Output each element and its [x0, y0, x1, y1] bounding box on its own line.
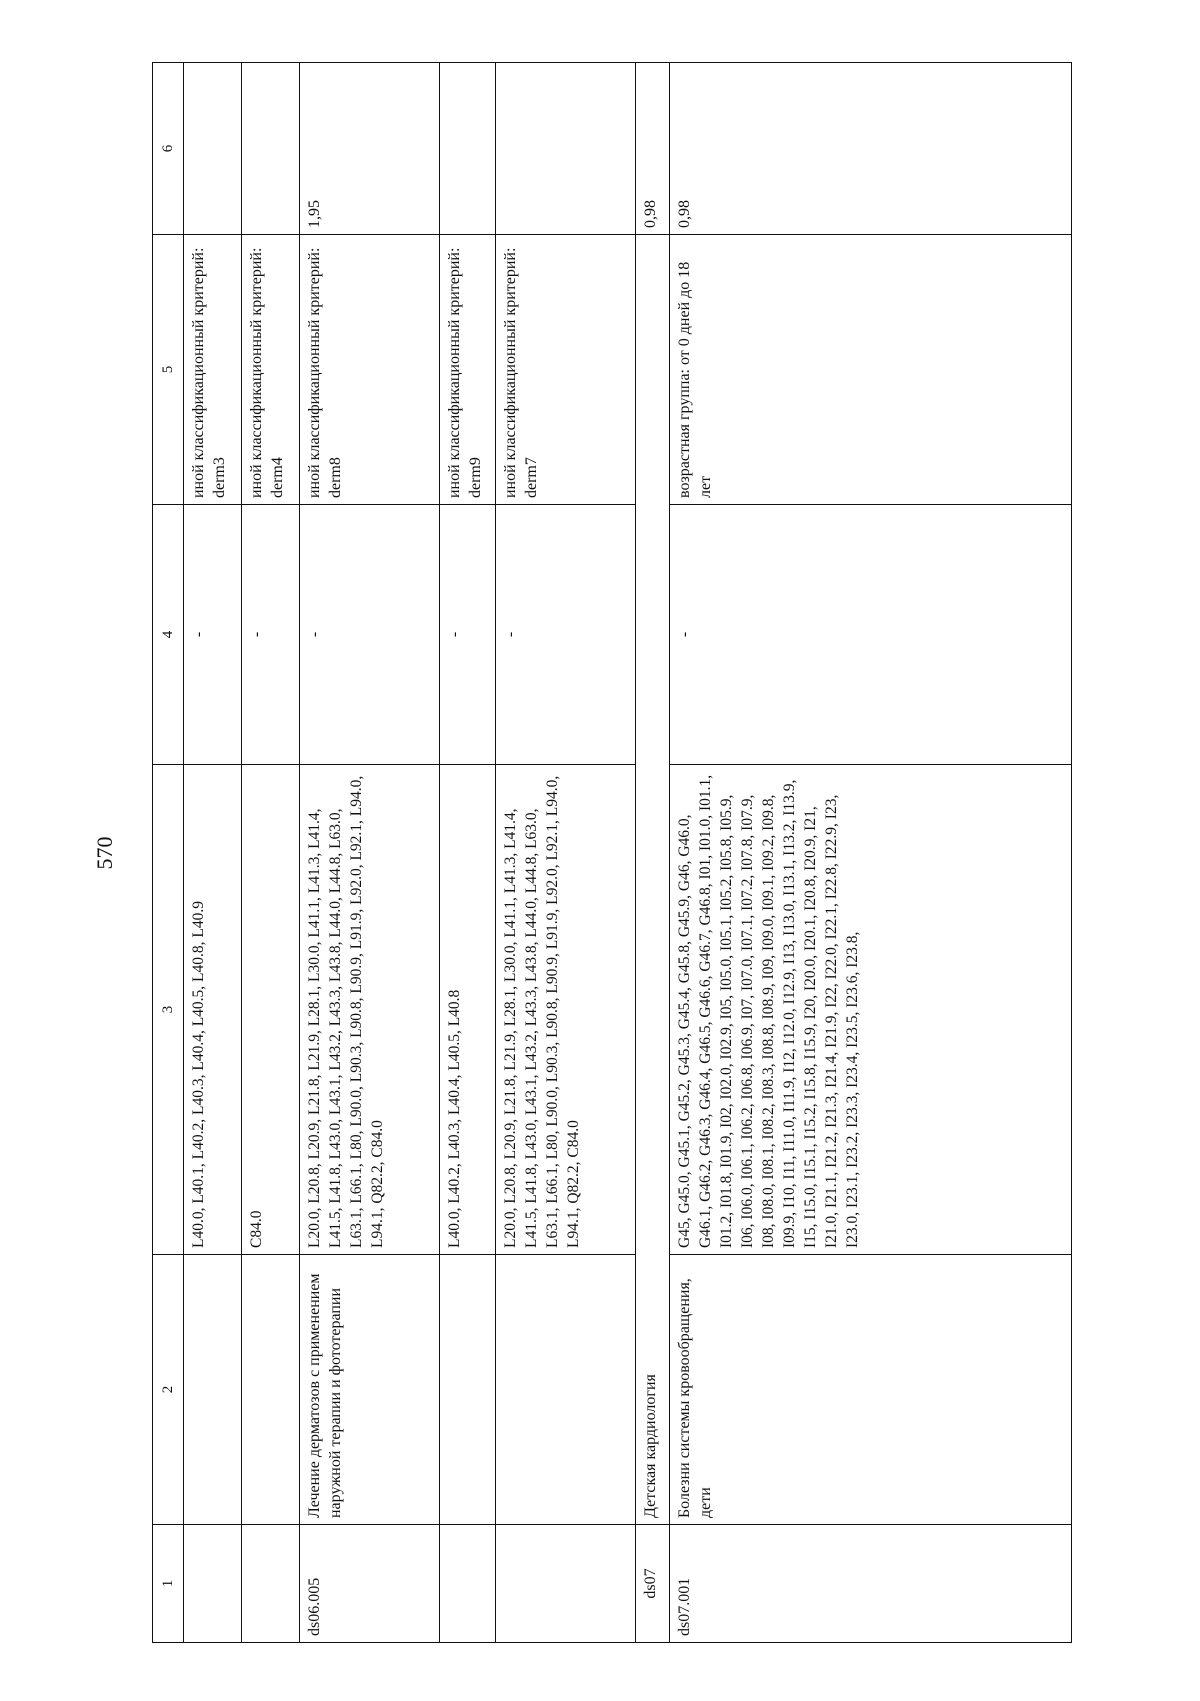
table-row	[670, 63, 1072, 1643]
cell-criterion: иной классификационный критерий: derm7	[496, 235, 636, 505]
cell-name: Болезни системы кровообращения, дети	[670, 1255, 1072, 1525]
cell-name	[496, 1255, 636, 1525]
cell-diagnosis-codes: C84.0	[242, 765, 300, 1255]
cell-col4: -	[670, 505, 1072, 765]
cell-diagnosis-codes: L40.0, L40.1, L40.2, L40.3, L40.4, L40.5, L40.8, L40.9	[184, 765, 242, 1255]
cell-coefficient: 0,98	[636, 63, 670, 235]
cell-section-name: Детская кардиология	[636, 235, 670, 1525]
cell-code	[440, 1525, 496, 1643]
header-col-1: 1	[153, 1525, 184, 1643]
cell-name	[242, 1255, 300, 1525]
cell-coefficient: 0,98	[670, 63, 1072, 235]
cell-name	[184, 1255, 242, 1525]
header-col-6: 6	[153, 63, 184, 235]
cell-name: Лечение дерматозов с применением наружной терапии и фототерапии	[300, 1255, 440, 1525]
rotated-table-wrapper	[152, 63, 1072, 1643]
cell-coefficient	[242, 63, 300, 235]
table-row	[440, 63, 496, 1643]
cell-code	[496, 1525, 636, 1643]
cell-coefficient	[440, 63, 496, 235]
cell-diagnosis-codes: G45, G45.0, G45.1, G45.2, G45.3, G45.4, G45.8, G45.9, G46, G46.0, G46.1, G46.2, G46.3, G46.4, G46.5, G46.6, G46.7, G46.8, I01, I01.0, I01.1, I01.2, I01.8, I01.9, I02, I02.0, I02.9, I05, I05.0, I05.1, I05.2, I05.8, I05.9, I06, I06.0, I06.1, I06.2, I06.8, I06.9, I07, I07.0, I07.1, I07.2, I07.8, I07.9, I08, I08.0, I08.1, I08.2, I08.3, I08.8, I08.9, I09, I09.0, I09.1, I09.2, I09.8, I09.9, I10, I11, I11.0, I11.9, I12, I12.0, I12.9, I13, I13.0, I13.1, I13.2, I13.9, I15, I15.0, I15.1, I15.2, I15.8, I15.9, I20, I20.0, I20.1, I20.8, I20.9, I21, I21.0, I21.1, I21.2, I21.3, I21.4, I21.9, I22, I22.0, I22.1, I22.8, I22.9, I23, I23.0, I23.1, I23.2, I23.3, I23.4, I23.5, I23.6, I23.8,	[670, 765, 1072, 1255]
cell-col4: -	[184, 505, 242, 765]
cell-code: ds07.001	[670, 1525, 1072, 1643]
cell-diagnosis-codes: L20.0, L20.8, L20.9, L21.8, L21.9, L28.1, L30.0, L41.1, L41.3, L41.4, L41.5, L41.8, L43.0, L43.1, L43.2, L43.3, L43.8, L44.0, L44.8, L63.0, L63.1, L66.1, L80, L90.0, L90.3, L90.8, L90.9, L91.9, L92.0, L92.1, L94.0, L94.1, Q82.2, C84.0	[300, 765, 440, 1255]
table-row	[184, 63, 242, 1643]
cell-criterion: иной классификационный критерий: derm9	[440, 235, 496, 505]
header-col-2: 2	[153, 1255, 184, 1525]
header-row	[153, 63, 184, 1643]
cell-name	[440, 1255, 496, 1525]
cell-col4: -	[300, 505, 440, 765]
table-row	[242, 63, 300, 1643]
cell-coefficient: 1,95	[300, 63, 440, 235]
cell-code: ds06.005	[300, 1525, 440, 1643]
cell-diagnosis-codes: L40.0, L40.2, L40.3, L40.4, L40.5, L40.8	[440, 765, 496, 1255]
cell-col4: -	[440, 505, 496, 765]
cell-coefficient	[184, 63, 242, 235]
table-row	[496, 63, 636, 1643]
page-number: 570	[92, 836, 117, 870]
tariff-table	[152, 62, 1072, 1643]
cell-col4: -	[242, 505, 300, 765]
cell-coefficient	[496, 63, 636, 235]
cell-code: ds07	[636, 1525, 670, 1643]
header-col-4: 4	[153, 505, 184, 765]
cell-diagnosis-codes: L20.0, L20.8, L20.9, L21.8, L21.9, L28.1, L30.0, L41.1, L41.3, L41.4, L41.5, L41.8, L43.0, L43.1, L43.2, L43.3, L43.8, L44.0, L44.8, L63.0, L63.1, L66.1, L80, L90.0, L90.3, L90.8, L90.9, L91.9, L92.0, L92.1, L94.0, L94.1, Q82.2, C84.0	[496, 765, 636, 1255]
cell-code	[184, 1525, 242, 1643]
cell-criterion: иной классификационный критерий: derm8	[300, 235, 440, 505]
header-col-5: 5	[153, 235, 184, 505]
cell-criterion: иной классификационный критерий: derm3	[184, 235, 242, 505]
cell-col4: -	[496, 505, 636, 765]
cell-code	[242, 1525, 300, 1643]
cell-criterion: возрастная группа: от 0 дней до 18 лет	[670, 235, 1072, 505]
table-row-section	[636, 63, 670, 1643]
cell-criterion: иной классификационный критерий: derm4	[242, 235, 300, 505]
header-col-3: 3	[153, 765, 184, 1255]
table-row	[300, 63, 440, 1643]
